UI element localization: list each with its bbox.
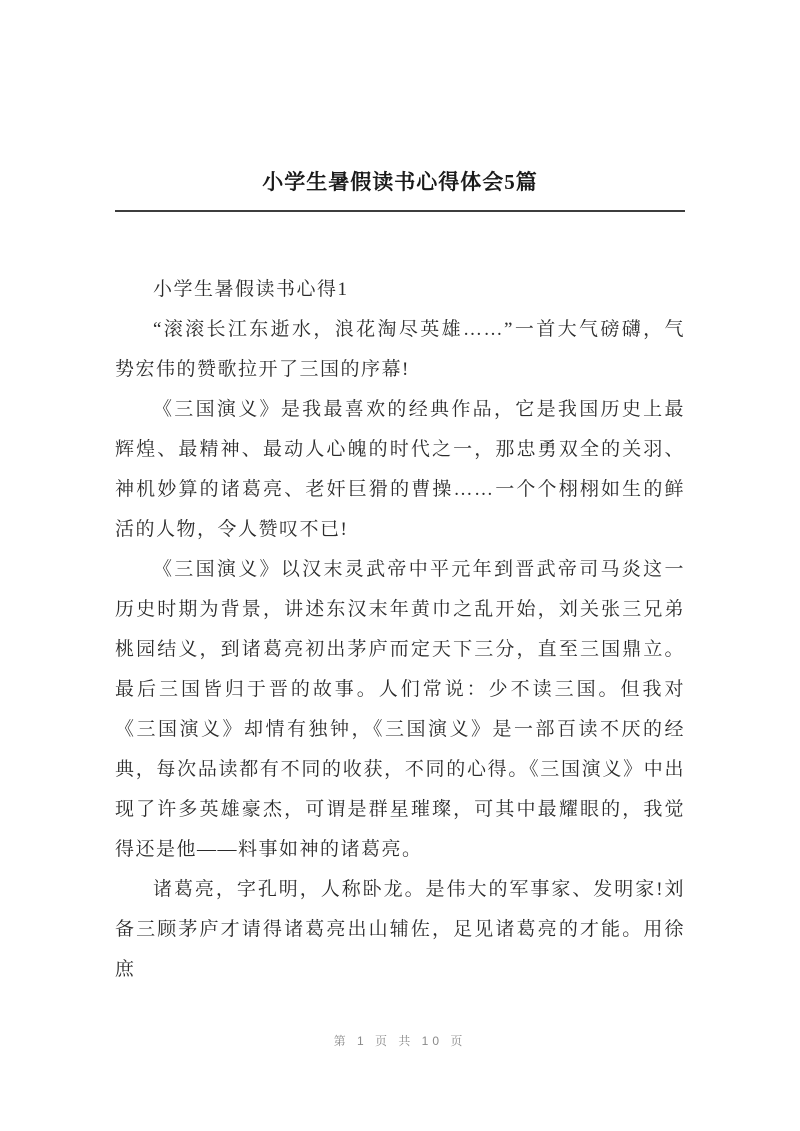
title-divider (115, 210, 685, 212)
document-title: 小学生暑假读书心得体会5篇 (262, 170, 538, 194)
paragraph: 《三国演义》以汉末灵武帝中平元年到晋武帝司马炎这一历史时期为背景，讲述东汉末年黄巾之乱开始，刘关张三兄弟桃园结义，到诸葛亮初出茅庐而定天下三分，直至三国鼎立。最后三国皆归于晋的故事。人们常说：少不读三国。但我对《三国演义》却情有独钟，《三国演义》是一部百读不厌的经典，每次品读都有不同的收获，不同的心得。《三国演义》中出现了许多英雄豪杰，可谓是群星璀璨，可其中最耀眼的，我觉得还是他——料事如神的诸葛亮。 (115, 559, 685, 860)
paragraph: “滚滚长江东逝水，浪花淘尽英雄……”一首大气磅礴，气势宏伟的赞歌拉开了三国的序幕! (115, 319, 685, 380)
page-number-footer: 第 1 页 共 10 页 (333, 1034, 467, 1048)
document-body (115, 270, 685, 990)
paragraph-heading: 小学生暑假读书心得1 (153, 279, 349, 300)
paragraph: 《三国演义》是我最喜欢的经典作品，它是我国历史上最辉煌、最精神、最动人心魄的时代之一，那忠勇双全的关羽、神机妙算的诸葛亮、老奸巨猾的曹操……一个个栩栩如生的鲜活的人物，令人赞叹不已! (115, 399, 685, 540)
paragraph: 诸葛亮，字孔明，人称卧龙。是伟大的军事家、发明家!刘备三顾茅庐才请得诸葛亮出山辅佐，足见诸葛亮的才能。用徐庶 (115, 879, 685, 980)
